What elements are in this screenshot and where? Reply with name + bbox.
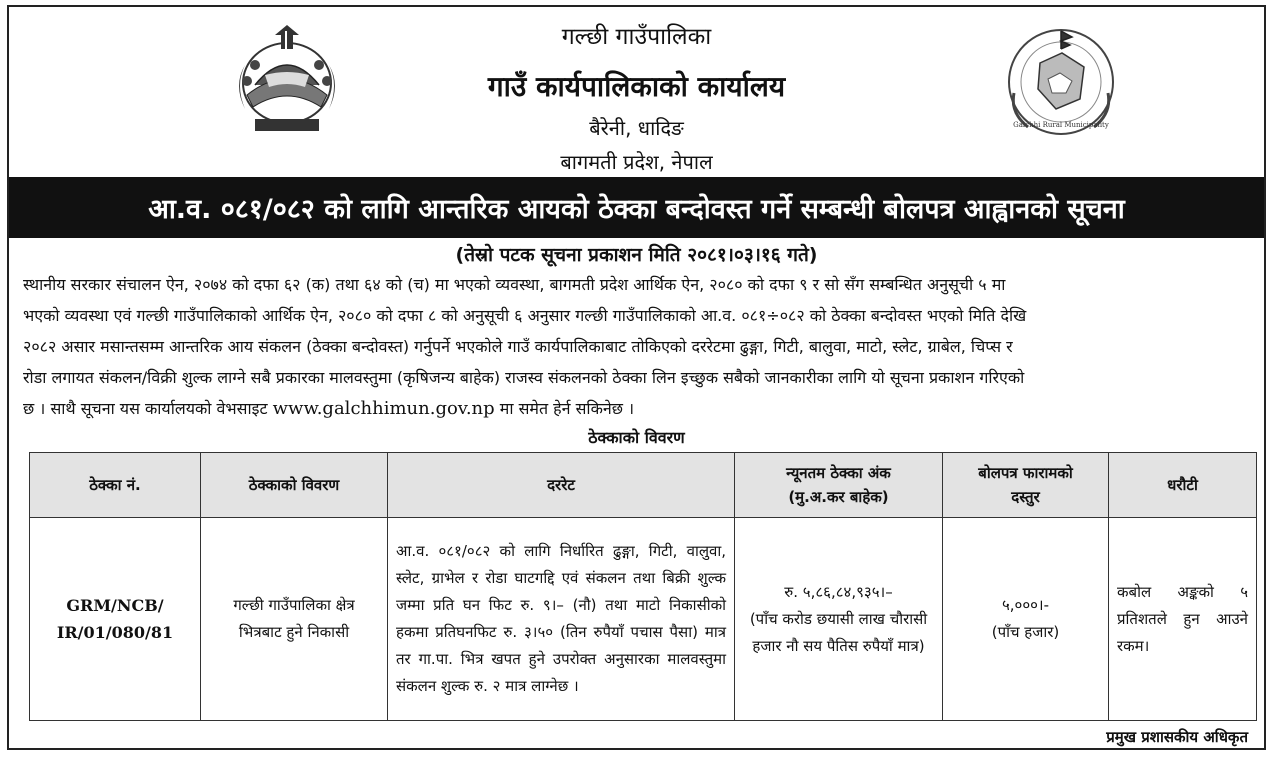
- cell-contract-no: [30, 518, 201, 721]
- notice-header: [9, 7, 1264, 177]
- contract-desc-line2: भित्रबाट हुने निकासी: [238, 623, 350, 641]
- contract-no-line1: GRM/NCB/: [66, 596, 164, 615]
- header-deposit: धरौटी: [1109, 453, 1257, 518]
- municipality-seal-logo: [1002, 23, 1120, 141]
- office-name: गाउँ कार्यपालिकाको कार्यालय: [487, 70, 786, 103]
- body-last-prefix: छ । साथै सूचना यस कार्यालयको वेभसाइट: [23, 399, 268, 418]
- body-line: भएको व्यवस्था एवं गल्छी गाउँपालिकाको आर्थिक ऐन, २०८० को दफा ८ को अनुसूची ६ अनुसार गल्छी गाउँपालिकाको आ.व. ०८१÷०८२ को ठेक्का बन्दोवस्त भएको मिति देखि: [23, 306, 1027, 325]
- header-fee-line1: बोलपत्र फारामको: [978, 464, 1073, 482]
- body-line: २०८२ असार मसान्तसम्म आन्तरिक आय संकलन (ठेक्का बन्दोवस्त) गर्नुपर्ने भएकोले गाउँ कार्यपालिकाबाट तोकिएको दररेटमा ढुङ्गा, गिटी, बालुवा, माटो, स्लेट, ग्राबेल, चिप्स र: [23, 337, 1013, 356]
- cell-deposit: कबोल अङ्कको ५ प्रतिशतले हुन आउने रकम।: [1109, 518, 1257, 721]
- body-line: स्थानीय सरकार संचालन ऐन, २०७४ को दफा ६२ (क) तथा ६४ को (च) मा भएको व्यवस्था, बागमती प्रदेश आर्थिक ऐन, २०८० को दफा ९ र सो सँग सम्बन्धित अनुसूची ५ मा: [23, 275, 1006, 294]
- office-province: बागमती प्रदेश, नेपाल: [560, 150, 713, 174]
- header-min-line2: (मु.अ.कर बाहेक): [788, 488, 889, 506]
- notice-body: [23, 269, 1255, 424]
- body-last-suffix: मा समेत हेर्न सकिनेछ ।: [499, 399, 635, 418]
- signatory-title: प्रमुख प्रशासकीय अधिकृत: [1106, 728, 1248, 746]
- fee-amount-words: (पाँच हजार): [991, 623, 1060, 641]
- table-row: [30, 518, 1257, 721]
- website-link[interactable]: www.galchhimun.gov.np: [272, 398, 495, 419]
- fee-amount-value: ५,०००।-: [1001, 596, 1050, 614]
- header-min-line1: न्यूनतम ठेक्का अंक: [786, 464, 891, 482]
- cell-min-amount: [735, 518, 943, 721]
- body-line-last: [23, 393, 1255, 424]
- municipality-name: गल्छी गाउँपालिका: [561, 24, 712, 50]
- notice-subtitle: (तेस्रो पटक सूचना प्रकाशन मिति २०८१।०३।१६ गते): [455, 244, 818, 266]
- seal-caption: Galchhi Rural Municipality: [1013, 121, 1109, 129]
- header-form-fee: [943, 453, 1109, 518]
- header-min-amount: [735, 453, 943, 518]
- cell-rate: आ.व. ०८१/०८२ को लागि निर्धारित ढुङ्गा, गिटी, वालुवा, स्लेट, ग्राभेल र रोडा घाटगद्दि एवं संकलन तथा बिक्री शुल्क जम्मा प्रति घन फिट रु. ९।– (नौ) तथा माटो निकासीको हकमा प्रतिघनफिट रु. ३।५० (तिन रुपैयाँ पचास पैसा) मात्र तर गा.पा. भित्र खपत हुने उपरोक्त अनुसारका मालवस्तुमा संकलन शुल्क रु. २ मात्र लाग्नेछ ।: [388, 518, 735, 721]
- header-contract-no: ठेक्का नं.: [30, 453, 201, 518]
- office-location: बैरेनी, धादिङ: [589, 116, 684, 140]
- header-contract-desc: ठेक्काको विवरण: [201, 453, 388, 518]
- body-line: रोडा लगायत संकलन/विक्री शुल्क लाग्ने सबै प्रकारका मालवस्तुमा (कृषिजन्य बाहेक) राजस्व संकलनको ठेक्का लिन इच्छुक सबैको जानकारीका लागि यो सूचना प्रकाशन गरिएको: [23, 368, 1025, 387]
- contract-no-line2: IR/01/080/81: [56, 623, 174, 642]
- table-caption: ठेक्काको विवरण: [588, 428, 685, 447]
- cell-form-fee: [943, 518, 1109, 721]
- contract-desc-line1: गल्छी गाउँपालिका क्षेत्र: [233, 596, 355, 614]
- table-header-row: [30, 453, 1257, 518]
- header-rate: दररेट: [388, 453, 735, 518]
- notice-title-banner: आ.व. ०८१/०८२ को लागि आन्तरिक आयको ठेक्का बन्दोवस्त गर्ने सम्बन्धी बोलपत्र आह्वानको सूचना: [9, 177, 1264, 238]
- min-amount-words: (पाँच करोड छयासी लाख चौरासी हजार नौ सय पैतिस रुपैयाँ मात्र): [749, 609, 928, 655]
- min-amount-value: रु. ५,८६,८४,९३५।–: [784, 582, 893, 601]
- contract-details-table: [29, 452, 1257, 721]
- notice-frame: [7, 5, 1266, 750]
- header-fee-line2: दस्तुर: [1011, 488, 1040, 506]
- cell-contract-desc: [201, 518, 388, 721]
